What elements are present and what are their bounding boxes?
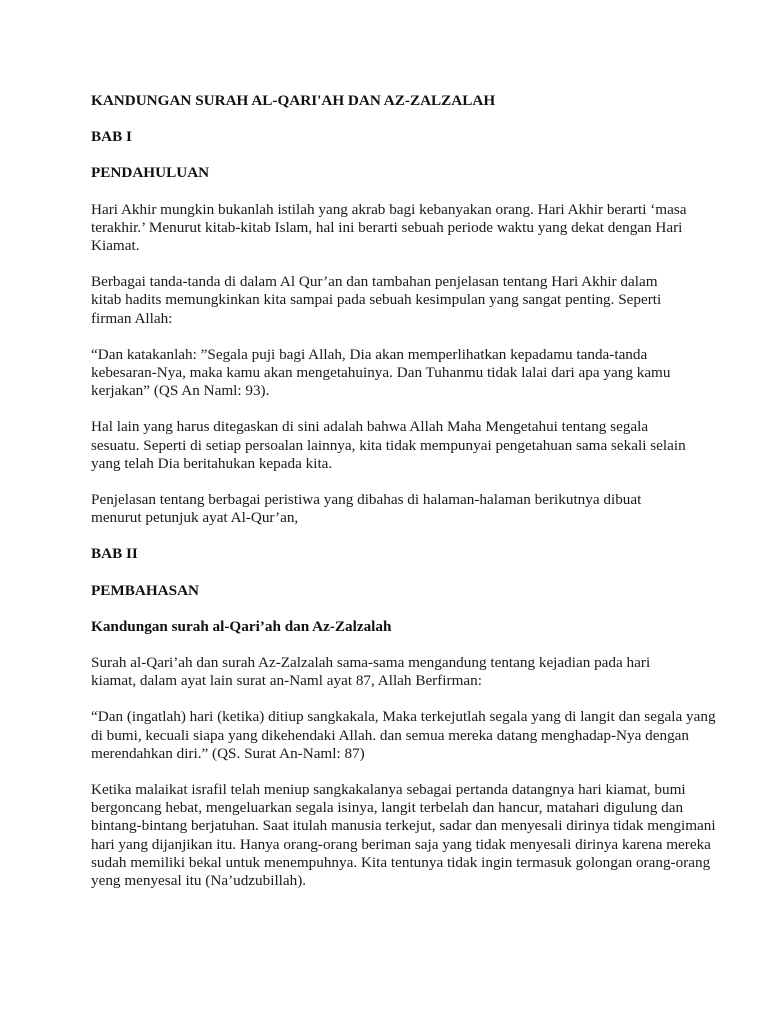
paragraph: Hari Akhir mungkin bukanlah istilah yang akrab bagi kebanyakan orang. Hari Akhir berarti ‘masa terakhir.’ Menurut kitab-kitab Islam, hal ini berarti sebuah periode waktu yang dekat dengan Hari Kiamat.	[91, 200, 687, 255]
quote-paragraph: “Dan (ingatlah) hari (ketika) ditiup sangkakala, Maka terkejutlah segala yang di langit dan segala yang di bumi, kecuali siapa yang dikehendaki Allah. dan semua mereka datang menghadap-Nya dengan merendahkan diri.” (QS. Surat An-Naml: 87)	[91, 708, 716, 762]
paragraph: Penjelasan tentang berbagai peristiwa yang dibahas di halaman-halaman berikutnya dibuat menurut petunjuk ayat Al-Qur’an,	[91, 491, 642, 527]
document-page	[91, 92, 716, 890]
bab2-subheading: Kandungan surah al-Qari’ah dan Az-Zalzalah	[91, 617, 392, 635]
bab1-label: BAB I	[91, 128, 132, 146]
bab2-label: BAB II	[91, 545, 138, 563]
paragraph: Hal lain yang harus ditegaskan di sini adalah bahwa Allah Maha Mengetahui tentang segala sesuatu. Seperti di setiap persoalan lainnya, kita tidak mempunyai pengetahuan sama sekali selain yang telah Dia beritahukan kepada kita.	[91, 418, 686, 472]
paragraph: Ketika malaikat israfil telah meniup sangkakalanya sebagai pertanda datangnya hari kiamat, bumi bergoncang hebat, mengeluarkan segala isinya, langit terbelah dan hancur, matahari digulung dan bintang-bintang berjatuhan. Saat itulah manusia terkejut, sadar dan menyesali dirinya tidak mengimani hari yang dijanjikan itu. Hanya orang-orang beriman saja yang tidak menyesali dirinya karena mereka sudah memiliki bekal untuk menempuhnya. Kita tentunya tidak ingin termasuk golongan orang-orang yeng menyesal itu (Na’udzubillah).	[91, 781, 716, 890]
bab2-heading: PEMBAHASAN	[91, 581, 200, 599]
quote-paragraph: “Dan katakanlah: ”Segala puji bagi Allah, Dia akan memperlihatkan kepadamu tanda-tanda kebesaran-Nya, maka kamu akan mengetahuinya. Dan Tuhanmu tidak lalai dari apa yang kamu kerjakan” (QS An Naml: 93).	[91, 345, 671, 400]
paragraph: Berbagai tanda-tanda di dalam Al Qur’an dan tambahan penjelasan tentang Hari Akhir dalam kitab hadits memungkinkan kita sampai pada sebuah kesimpulan yang sangat penting. Seperti firman Allah:	[91, 273, 662, 327]
document-title: KANDUNGAN SURAH AL-QARI'AH DAN AZ-ZALZALAH	[91, 92, 496, 109]
bab1-heading: PENDAHULUAN	[91, 164, 210, 182]
paragraph: Surah al-Qari’ah dan surah Az-Zalzalah sama-sama mengandung tentang kejadian pada hari kiamat, dalam ayat lain surat an-Naml ayat 87, Allah Berfirman:	[91, 654, 651, 690]
